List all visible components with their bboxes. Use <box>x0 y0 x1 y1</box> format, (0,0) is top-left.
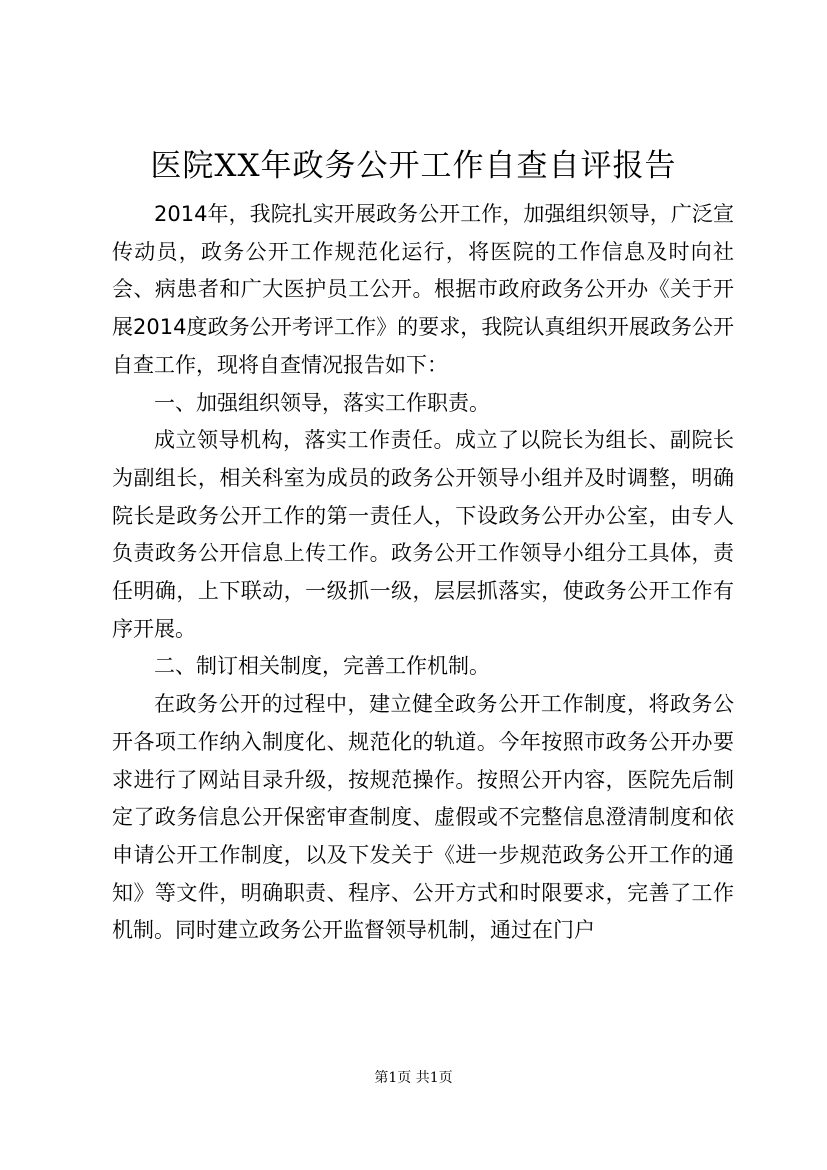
document-title: 医院XX年政务公开工作自查自评报告 <box>150 148 677 184</box>
page-footer: 第1页 共1页 <box>374 1070 453 1086</box>
section-heading-1: 一、加强组织领导，落实工作职责。 <box>154 390 490 415</box>
paragraph-systems: 在政务公开的过程中，建立健全政务公开工作制度，将政务公开各项工作纳入制度化、规范化的轨道。今年按照市政务公开办要求进行了网站目录升级，按规范操作。按照公开内容，医院先后制定了政务信息公开保密审查制度、虚假或不完整信息澄清制度和依申请公开工作制度，以及下发关于《进一步规范政务公开工作的通知》等文件，明确职责、程序、公开方式和时限要求，完善了工作机制。同时建立政务公开监督领导机制，通过在门户 <box>112 692 734 943</box>
paragraph-intro: 2014年，我院扎实开展政务公开工作，加强组织领导，广泛宣传动员，政务公开工作规范化运行，将医院的工作信息及时向社会、病患者和广大医护员工公开。根据市政府政务公开办《关于开展2014度政务公开考评工作》的要求，我院认真组织开展政务公开自查工作，现将自查情况报告如下： <box>112 202 734 377</box>
section-heading-2: 二、制订相关制度，完善工作机制。 <box>154 654 490 679</box>
document-body <box>112 196 734 950</box>
paragraph-leadership: 成立领导机构，落实工作责任。成立了以院长为组长、副院长为副组长，相关科室为成员的政务公开领导小组并及时调整，明确院长是政务公开工作的第一责任人，下设政务公开办公室，由专人负责政务公开信息上传工作。政务公开工作领导小组分工具体，责任明确，上下联动，一级抓一级，层层抓落实，使政务公开工作有序开展。 <box>112 428 734 641</box>
